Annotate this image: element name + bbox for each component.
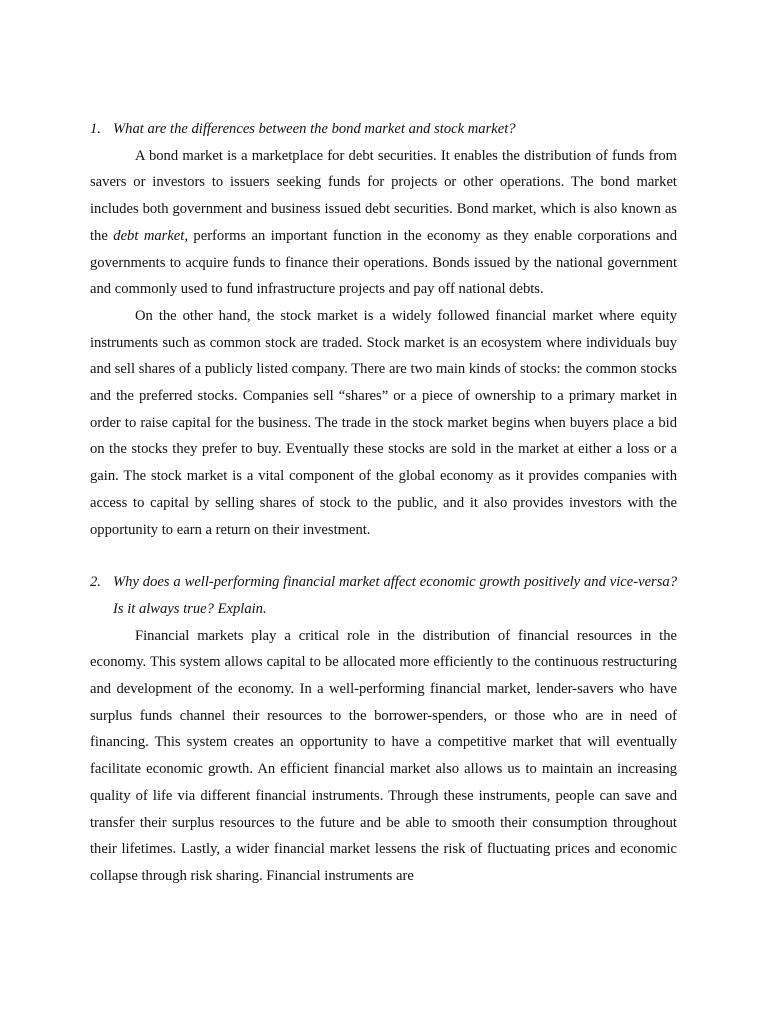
- question-2: [90, 569, 677, 622]
- section-spacer: [90, 543, 677, 569]
- document-page: [90, 116, 677, 890]
- question-1-number: 1.: [90, 121, 101, 137]
- question-2-number: 2.: [90, 574, 101, 591]
- answer-1-paragraph-1-part-b: performs an important function in the economy as they enable corporations and governments to acquire funds to finance their operations. Bonds issued by the national government and commonly used to fund infrastructure projects and pay off national debts.: [90, 227, 678, 298]
- debt-market-emphasis: debt market,: [113, 227, 188, 244]
- answer-1-paragraph-1: [90, 143, 677, 303]
- answer-1-paragraph-1-part-a: A bond market is a marketplace for debt securities. It enables the distribution of funds from savers or investors to issuers seeking funds for projects or other operations. The bond market includes both government and business issued debt securities. Bond market, which is also known as the: [90, 147, 677, 244]
- answer-1-paragraph-2: On the other hand, the stock market is a widely followed financial market where equity instruments such as common stock are traded. Stock market is an ecosystem where individuals buy and sell shares of a publicly listed company. There are two main kinds of stocks: the common stocks and the preferred stocks. Companies sell “shares” or a piece of ownership to a primary market in order to raise capital for the business. The trade in the stock market begins when buyers place a bid on the stocks they prefer to buy. Eventually these stocks are sold in the market at either a loss or a gain. The stock market is a vital component of the global economy as it provides companies with access to capital by selling shares of stock to the public, and it also provides investors with the opportunity to earn a return on their investment.: [90, 307, 677, 538]
- question-1-text: What are the differences between the bond market and stock market?: [113, 121, 516, 137]
- answer-2-paragraph-1: Financial markets play a critical role in the distribution of financial resources in the economy. This system allows capital to be allocated more efficiently to the continuous restructuring and development of the economy. In a well-performing financial market, lender-savers who have surplus funds channel their resources to the borrower-spenders, or those who are in need of financing. This system creates an opportunity to have a competitive market that will eventually facilitate economic growth. An efficient financial market also allows us to maintain an increasing quality of life via different financial instruments. Through these instruments, people can save and transfer their surplus resources to the future and be able to smooth their consumption throughout their lifetimes. Lastly, a wider financial market lessens the risk of fluctuating prices and economic collapse through risk sharing. Financial instruments are: [90, 627, 677, 884]
- question-1: [90, 116, 677, 143]
- question-2-text: Why does a well-performing financial market affect economic growth positively and vice-versa? Is it always true? Explain.: [113, 574, 677, 617]
